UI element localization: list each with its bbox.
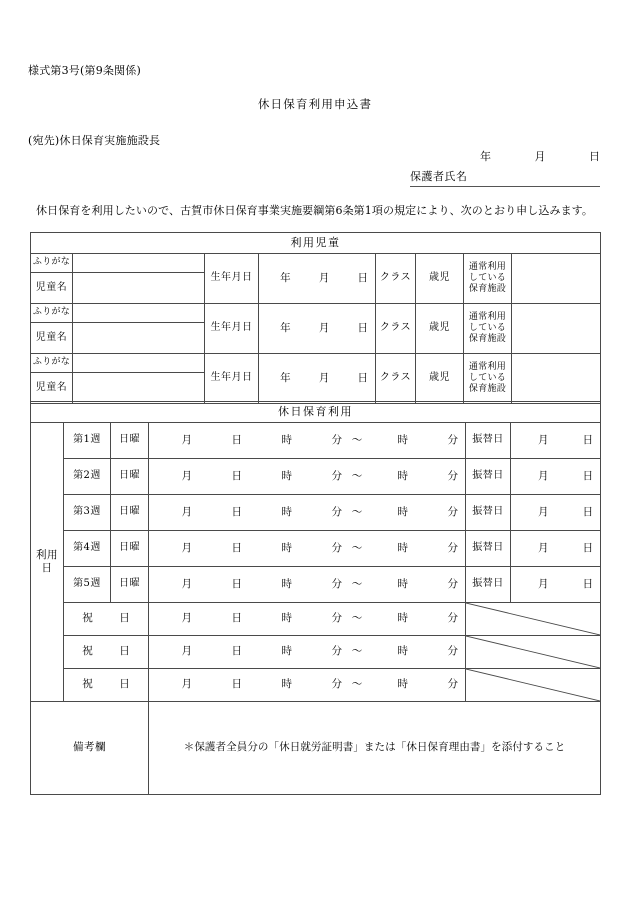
weekday-label: 日曜 (111, 495, 149, 531)
start-hour-label: 時 (281, 645, 292, 658)
usual-facility-label-line2: している (468, 372, 507, 383)
class-label: クラス (376, 354, 416, 404)
tilde-separator: ～ (351, 541, 363, 554)
child-name-input[interactable] (73, 323, 205, 354)
child-name-input[interactable] (73, 373, 205, 404)
substitute-day-label: 振替日 (466, 567, 511, 603)
month-label: 月 (181, 645, 192, 658)
substitute-day-label: 振替日 (466, 531, 511, 567)
table-row (31, 636, 601, 669)
substitute-date-input[interactable] (511, 531, 601, 567)
usage-table (30, 401, 601, 795)
birth-year-label: 年 (280, 271, 291, 284)
tilde-separator: ～ (351, 612, 363, 625)
tilde-separator: ～ (351, 678, 363, 691)
birth-month-label: 月 (318, 321, 330, 334)
end-minute-label: 分 (447, 678, 458, 691)
day-label: 日 (231, 541, 242, 554)
substitute-month-label: 月 (538, 541, 549, 554)
substitute-day-number-label: 日 (582, 433, 594, 446)
start-minute-label: 分 (331, 678, 342, 691)
month-label: 月 (181, 612, 192, 625)
start-minute-label: 分 (331, 469, 342, 482)
usual-facility-label-line2: している (468, 322, 507, 333)
end-hour-label: 時 (397, 612, 408, 625)
class-label: クラス (376, 304, 416, 354)
weekday-label: 日曜 (111, 531, 149, 567)
day-label: 日 (231, 645, 242, 658)
table-row (31, 567, 601, 603)
tilde-separator: ～ (351, 433, 363, 446)
diagonal-strike-icon (466, 636, 600, 668)
substitute-day-label: 振替日 (466, 495, 511, 531)
usual-facility-label-line1: 通常利用 (468, 261, 507, 272)
start-minute-label: 分 (331, 612, 342, 625)
end-hour-label: 時 (397, 541, 408, 554)
usual-facility-label-line3: 保育施設 (468, 284, 507, 295)
substitute-date-input[interactable] (511, 459, 601, 495)
lead-paragraph: 休日保育を利用したいので、古賀市休日保育事業実施要綱第6条第1項の規定により、次のとおり申し込みます。 (36, 204, 593, 217)
start-hour-label: 時 (281, 678, 292, 691)
start-hour-label: 時 (281, 433, 292, 446)
children-section-heading: 利用児童 (31, 233, 601, 254)
children-section-heading-row (31, 233, 601, 254)
date-day-label: 日 (589, 150, 600, 163)
start-minute-label: 分 (331, 433, 342, 446)
substitute-month-label: 月 (538, 433, 549, 446)
guardian-name-field[interactable] (410, 168, 600, 187)
date-month-label: 月 (534, 150, 546, 163)
day-label: 日 (231, 469, 242, 482)
end-hour-label: 時 (397, 645, 408, 658)
birthdate-label: 生年月日 (205, 254, 259, 304)
child-name-label: 児童名 (31, 323, 73, 354)
day-label: 日 (231, 433, 242, 446)
birthdate-input[interactable] (259, 304, 376, 354)
time-range-input[interactable] (149, 423, 466, 459)
time-range-input[interactable] (149, 567, 466, 603)
table-row (31, 423, 601, 459)
start-minute-label: 分 (331, 577, 342, 590)
birth-day-label: 日 (357, 371, 369, 384)
remarks-row (31, 702, 601, 795)
diagonal-strike-icon (466, 669, 600, 701)
time-range-input[interactable] (149, 636, 466, 669)
month-label: 月 (181, 541, 192, 554)
table-row (31, 354, 601, 373)
furigana-input[interactable] (73, 254, 205, 273)
week-label: 第3週 (64, 495, 111, 531)
substitute-month-label: 月 (538, 577, 549, 590)
usual-facility-label-line3: 保育施設 (468, 384, 507, 395)
furigana-label: ふりがな (31, 354, 73, 373)
form-number: 様式第3号(第9条関係) (28, 64, 141, 77)
substitute-day-label: 振替日 (466, 459, 511, 495)
substitute-date-input[interactable] (511, 423, 601, 459)
class-age-input[interactable]: 歳児 (416, 354, 464, 404)
holiday-substitute-disabled-cell (466, 603, 601, 636)
substitute-day-number-label: 日 (582, 541, 594, 554)
table-row (31, 254, 601, 273)
start-minute-label: 分 (331, 645, 342, 658)
birth-month-label: 月 (318, 371, 330, 384)
start-minute-label: 分 (331, 541, 342, 554)
holiday-label: 祝 日 (64, 669, 149, 702)
holiday-substitute-disabled-cell (466, 669, 601, 702)
month-label: 月 (181, 678, 192, 691)
time-range-input[interactable] (149, 531, 466, 567)
end-minute-label: 分 (447, 505, 458, 518)
usage-section-heading-row (31, 402, 601, 423)
end-minute-label: 分 (447, 645, 458, 658)
diagonal-strike-icon (466, 603, 600, 635)
time-range-input[interactable] (149, 603, 466, 636)
end-minute-label: 分 (447, 541, 458, 554)
end-hour-label: 時 (397, 469, 408, 482)
end-minute-label: 分 (447, 577, 458, 590)
child-name-label: 児童名 (31, 273, 73, 304)
remarks-note: ＊保護者全員分の「休日就労証明書」または「休日保育理由書」を添付すること (183, 741, 566, 754)
class-label: クラス (376, 254, 416, 304)
children-table (30, 232, 601, 404)
weekday-label: 日曜 (111, 423, 149, 459)
substitute-month-label: 月 (538, 505, 549, 518)
substitute-day-number-label: 日 (582, 469, 594, 482)
furigana-input[interactable] (73, 304, 205, 323)
birth-month-label: 月 (318, 271, 330, 284)
usual-facility-label-line1: 通常利用 (468, 361, 507, 372)
usual-facility-label-line3: 保育施設 (468, 334, 507, 345)
birth-year-label: 年 (280, 321, 291, 334)
holiday-label: 祝 日 (64, 603, 149, 636)
usual-facility-label-line2: している (468, 272, 507, 283)
week-label: 第1週 (64, 423, 111, 459)
start-minute-label: 分 (331, 505, 342, 518)
week-label: 第4週 (64, 531, 111, 567)
end-minute-label: 分 (447, 469, 458, 482)
month-label: 月 (181, 505, 192, 518)
start-hour-label: 時 (281, 577, 292, 590)
day-label: 日 (231, 678, 242, 691)
start-hour-label: 時 (281, 505, 292, 518)
birth-day-label: 日 (357, 321, 369, 334)
substitute-day-label: 振替日 (466, 423, 511, 459)
birth-year-label: 年 (280, 371, 291, 384)
time-range-input[interactable] (149, 459, 466, 495)
table-row (31, 603, 601, 636)
time-range-input[interactable] (149, 669, 466, 702)
usual-facility-label-line1: 通常利用 (468, 311, 507, 322)
furigana-input[interactable] (73, 354, 205, 373)
furigana-label: ふりがな (31, 304, 73, 323)
substitute-month-label: 月 (538, 469, 549, 482)
submission-date-line (480, 148, 600, 164)
usual-facility-input[interactable] (512, 354, 601, 404)
time-range-input[interactable] (149, 495, 466, 531)
end-minute-label: 分 (447, 612, 458, 625)
guardian-name-label: 保護者氏名 (410, 170, 468, 183)
date-year-label: 年 (480, 150, 491, 163)
table-row (31, 304, 601, 323)
weekday-label: 日曜 (111, 567, 149, 603)
usage-day-label: 利用日 (31, 423, 64, 702)
table-row (31, 495, 601, 531)
end-hour-label: 時 (397, 577, 408, 590)
remarks-label: 備考欄 (31, 702, 149, 795)
class-age-input[interactable]: 歳児 (416, 254, 464, 304)
birth-day-label: 日 (357, 271, 369, 284)
table-row (31, 459, 601, 495)
child-name-input[interactable] (73, 273, 205, 304)
tilde-separator: ～ (351, 645, 363, 658)
substitute-date-input[interactable] (511, 495, 601, 531)
page-title: 休日保育利用申込書 (257, 97, 373, 111)
usual-facility-input[interactable] (512, 254, 601, 304)
furigana-label: ふりがな (31, 254, 73, 273)
class-age-input[interactable]: 歳児 (416, 304, 464, 354)
week-label: 第5週 (64, 567, 111, 603)
usual-facility-label (464, 254, 512, 304)
usual-facility-input[interactable] (512, 304, 601, 354)
holiday-substitute-disabled-cell (466, 636, 601, 669)
end-hour-label: 時 (397, 433, 408, 446)
birthdate-label: 生年月日 (205, 354, 259, 404)
table-row (31, 531, 601, 567)
end-hour-label: 時 (397, 678, 408, 691)
month-label: 月 (181, 433, 192, 446)
tilde-separator: ～ (351, 577, 363, 590)
birthdate-input[interactable] (259, 354, 376, 404)
week-label: 第2週 (64, 459, 111, 495)
start-hour-label: 時 (281, 612, 292, 625)
child-name-label: 児童名 (31, 373, 73, 404)
weekday-label: 日曜 (111, 459, 149, 495)
substitute-day-number-label: 日 (582, 505, 594, 518)
end-minute-label: 分 (447, 433, 458, 446)
month-label: 月 (181, 469, 192, 482)
tilde-separator: ～ (351, 469, 363, 482)
usual-facility-label (464, 354, 512, 404)
start-hour-label: 時 (281, 469, 292, 482)
birthdate-input[interactable] (259, 254, 376, 304)
substitute-day-number-label: 日 (582, 577, 594, 590)
day-label: 日 (231, 577, 242, 590)
end-hour-label: 時 (397, 505, 408, 518)
day-label: 日 (231, 505, 242, 518)
holiday-label: 祝 日 (64, 636, 149, 669)
table-row (31, 669, 601, 702)
usual-facility-label (464, 304, 512, 354)
birthdate-label: 生年月日 (205, 304, 259, 354)
day-label: 日 (231, 612, 242, 625)
remarks-input[interactable] (149, 702, 601, 795)
tilde-separator: ～ (351, 505, 363, 518)
substitute-date-input[interactable] (511, 567, 601, 603)
usage-section-heading: 休日保育利用 (31, 402, 601, 423)
addressee-line: (宛先)休日保育実施施設長 (28, 134, 161, 147)
month-label: 月 (181, 577, 192, 590)
start-hour-label: 時 (281, 541, 292, 554)
